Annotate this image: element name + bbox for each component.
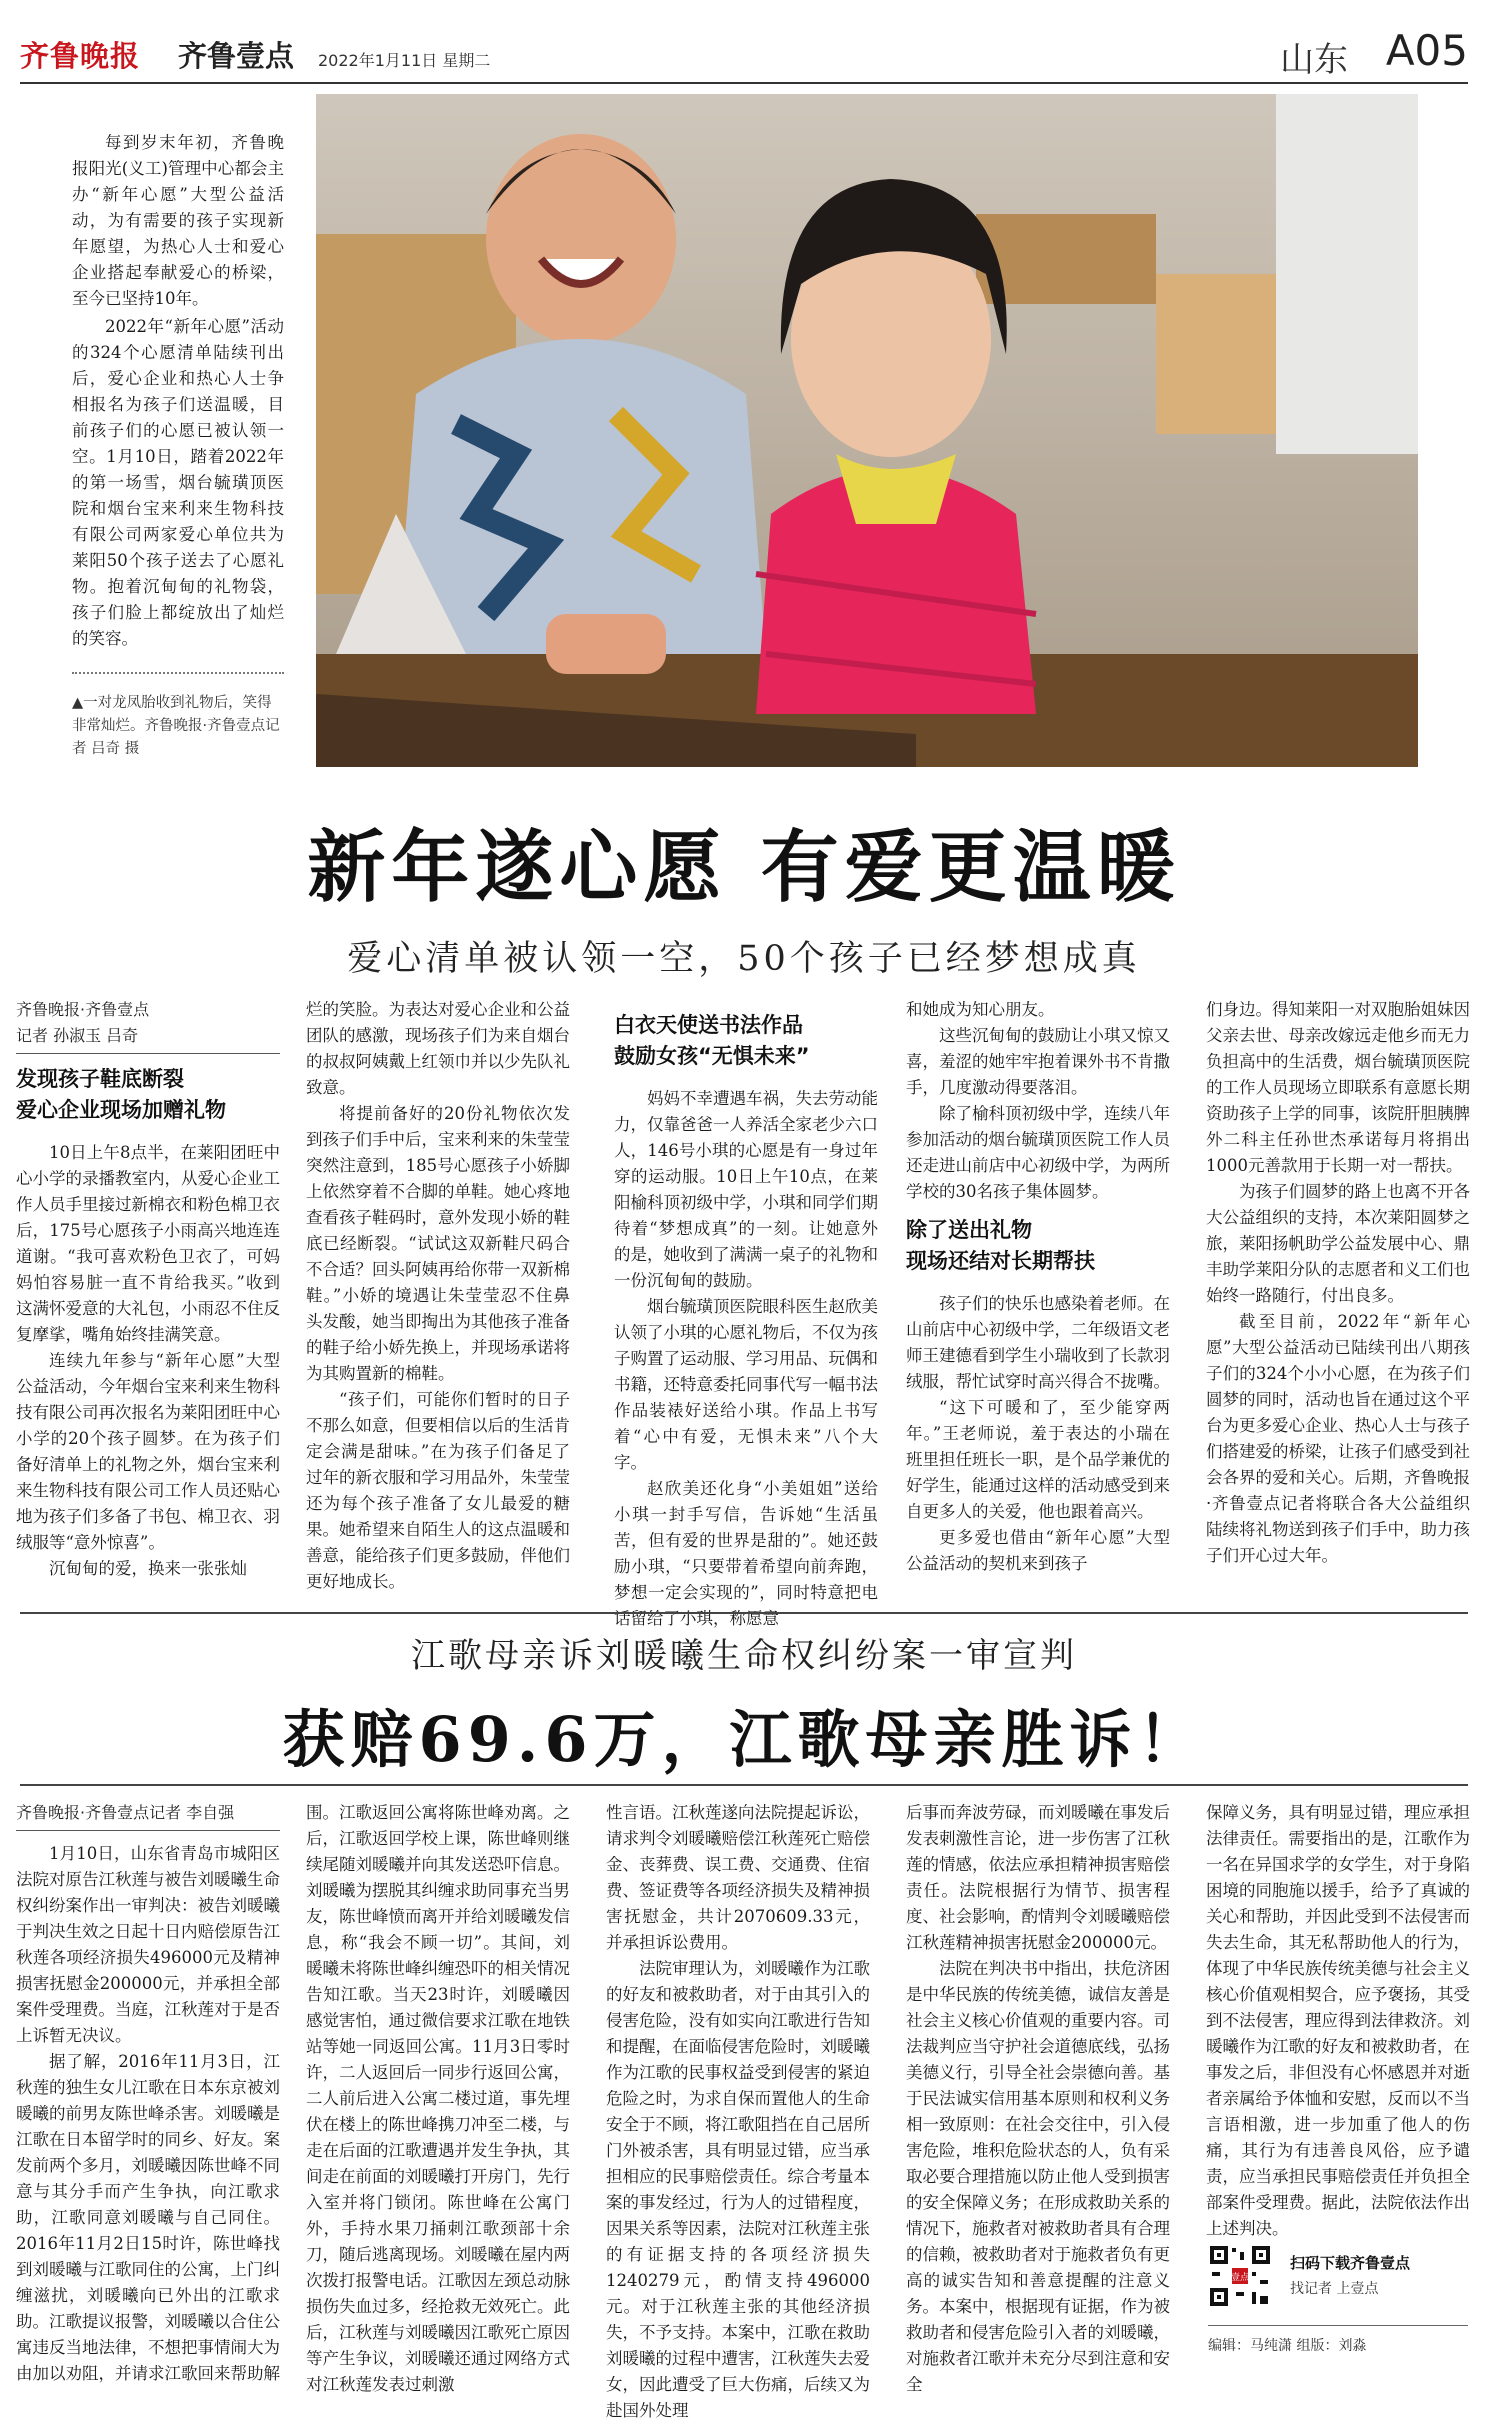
page-number: A05 [1385, 26, 1468, 75]
paragraph: 10日上午8点半，在莱阳团旺中心小学的录播教室内，从爱心企业工作人员手里接过新棉衣和粉色棉卫衣后，175号心愿孩子小雨高兴地连连道谢。“我可喜欢粉色卫衣了，可妈妈怕容易脏一直不肯给我买。”收到这满怀爱意的大礼包，小雨忍不住反复摩挲，嘴角始终挂满笑意。 [16, 1143, 280, 1344]
story2-headline: 获赔69.6万，江歌母亲胜诉！ [282, 1703, 1206, 1776]
paragraph: 据了解，2016年11月3日，江秋莲的独生女儿江歌在日本东京被刘暖曦的前男友陈世峰杀害。刘暖曦是江歌在日本留学时的同乡、好友。案发前两个多月，刘暖曦因陈世峰不同意与其分手而产生争执，向江歌求助，江歌同意刘暖曦与自己同住。2016年11月2日15时许，陈世峰找到刘暖曦与江歌同住的公寓，上门纠缠滋扰，刘暖曦向已外出的江歌求助。江歌提议报警，刘暖曦以合住公寓违反当地法律，不想把事情闹大为由加以劝阻，并请求江歌回来帮助解 [16, 2052, 280, 2383]
app-logo: 齐鲁壹点 [178, 39, 295, 73]
headline-block [0, 805, 1488, 981]
section-subheading: 除了送出礼物 现场还结对长期帮扶 [906, 1218, 1095, 1273]
section-subheading: 发现孩子鞋底断裂 爱心企业现场加赠礼物 [16, 1067, 226, 1122]
byline-outlet: 齐鲁晚报·齐鲁壹点 [16, 1000, 150, 1019]
paragraph: 沉甸甸的爱，换来一张张灿 [49, 1559, 247, 1578]
byline-rule [16, 1830, 280, 1831]
paragraph: “这下可暖和了，至少能穿两年。”王老师说，羞于表达的小瑞在班里担任班长一职，是个品学兼优的好学生，能通过这样的活动感受到来自更多人的关爱，他也跟着高兴。 [906, 1398, 1170, 1521]
story1-column-4 [906, 997, 1170, 1577]
paragraph: 1月10日，山东省青岛市城阳区法院对原告江秋莲与被告刘暖曦生命权纠纷案作出一审判决：被告刘暖曦于判决生效之日起十日内赔偿原告江秋莲各项经济损失496000元及精神损害抚慰金200000元，并承担全部案件受理费。当庭，江秋莲对于是否上诉暂无决议。 [16, 1844, 280, 2045]
lead-text [72, 130, 284, 654]
qr-center-label: 壹点 [1230, 2273, 1250, 2283]
paragraph: 保障义务，具有明显过错，理应承担法律责任。需要指出的是，江歌作为一名在异国求学的女学生，对于身陷困境的同胞施以援手，给予了真诚的关心和帮助，并因此受到不法侵害而失去生命，其无私帮助他人的行为，体现了中华民族传统美德与社会主义核心价值观相契合，应予褒扬，其受到不法侵害，理应得到法律救济。刘暖曦作为江歌的好友和被救助者，在事发之后，非但没有心怀感恩并对逝者亲属给予体恤和安慰，反而以不当言语相激，进一步加重了他人的伤痛，其行为有违善良风俗，应予谴责，应当承担民事赔偿责任并负担全部案件受理费。据此，法院依法作出上述判决。 [1206, 1803, 1470, 2238]
paragraph: 连续九年参与“新年心愿”大型公益活动，今年烟台宝来利来生物科技有限公司再次报名为莱阳团旺中心小学的20个孩子圆梦。在为孩子们备好清单上的礼物之外，烟台宝来利来生物科技有限公司工作人员还贴心地为孩子们多备了书包、棉卫衣、羽绒服等“意外惊喜”。 [16, 1351, 280, 1552]
paragraph: 除了榆科顶初级中学，连续八年参加活动的烟台毓璜顶医院工作人员还走进山前店中心初级中学，为两所学校的30名孩子集体圆梦。 [906, 1104, 1170, 1201]
qr-sublabel: 找记者 上壹点 [1290, 2281, 1379, 2297]
children-photo [316, 94, 1418, 767]
paragraph: 和她成为知心朋友。 [906, 1000, 1055, 1019]
masthead-rule [20, 82, 1468, 84]
paragraph: 法院审理认为，刘暖曦作为江歌的好友和被救助者，对于由其引入的侵害危险，没有如实向江歌进行告知和提醒，在面临侵害危险时，刘暖曦作为江歌的民事权益受到侵害的紧迫危险之时，为求自保而置他人的生命安全于不顾，将江歌阻挡在自己居所门外被杀害，具有明显过错，应当承担相应的民事赔偿责任。综合考量本案的事发经过，行为人的过错程度，因果关系等因素，法院对江秋莲主张的有证据支持的各项经济损失1240279元，酌情支持496000元。对于江秋莲主张的其他经济损失，不予支持。本案中，江歌在救助刘暖曦的过程中遭害，江秋莲失去爱女，因此遭受了巨大伤痛，后续又为赴国外处理 [606, 1959, 870, 2420]
paragraph: 截至目前，2022年“新年心愿”大型公益活动已陆续刊出八期孩子们的324个小小心愿，在为孩子们圆梦的同时，活动也旨在通过这个平台为更多爱心企业、热心人士与孩子们搭建爱的桥梁，让孩子们感受到社会各界的爱和关心。后期，齐鲁晚报·齐鲁壹点记者将联合各大公益组织陆续将礼物送到孩子们手中，助力孩子们开心过大年。 [1206, 1312, 1470, 1565]
paragraph: 围。江歌返回公寓将陈世峰劝离。之后，江歌返回学校上课，陈世峰则继续尾随刘暖曦并向其发送恐吓信息。刘暖曦为摆脱其纠缠求助同事充当男友，陈世峰愤而离开并给刘暖曦发信息，称“我会不顾一切”。其间，刘暖曦未将陈世峰纠缠恐吓的相关情况告知江歌。当天23时许，刘暖曦因感觉害怕，通过微信要求江歌在地铁站等她一同返回公寓。11月3日零时许，二人返回后一同步行返回公寓，二人前后进入公寓二楼过道，事先埋伏在楼上的陈世峰携刀冲至二楼，与走在后面的江歌遭遇并发生争执，其间走在前面的刘暖曦打开房门，先行入室并将门锁闭。陈世峰在公寓门外，手持水果刀捅刺江歌颈部十余刀，随后逃离现场。刘暖曦在屋内两次拨打报警电话。江歌因左颈总动脉损伤失血过多，经抢救无效死亡。此后，江秋莲与刘暖曦因江歌死亡原因等产生争议，刘暖曦还通过网络方式对江秋莲发表过刺激 [306, 1803, 570, 2394]
paragraph: 更多爱也借由“新年心愿”大型公益活动的契机来到孩子 [906, 1528, 1170, 1573]
main-subheadline: 爱心清单被认领一空，50个孩子已经梦想成真 [347, 939, 1141, 979]
byline-rule [16, 1053, 280, 1054]
story2-rule [20, 1784, 1468, 1786]
section-region: 山东 [1280, 40, 1348, 80]
paragraph: 后事而奔波劳碌，而刘暖曦在事发后发表刺激性言论，进一步伤害了江秋莲的情感，依法应承担精神损害赔偿责任。法院根据行为情节、损害程度、社会影响，酌情判令刘暖曦赔偿江秋莲精神损害抚慰金200000元。 [906, 1803, 1170, 1952]
paragraph: 烟台毓璜顶医院眼科医生赵欣美认领了小琪的心愿礼物后，不仅为孩子购置了运动服、学习用品、玩偶和书籍，还特意委托同事代写一幅书法作品装裱好送给小琪。作品上书写着“心中有爱，无惧未来”八个大字。 [614, 1297, 878, 1472]
story1-column-2 [306, 997, 570, 1595]
story2-column-4 [906, 1800, 1170, 2398]
paragraph: 孩子们的快乐也感染着老师。在山前店中心初级中学，二年级语文老师王建德看到学生小瑞收到了长款羽绒服，帮忙试穿时高兴得合不拢嘴。 [906, 1294, 1170, 1391]
paragraph: 这些沉甸甸的鼓励让小琪又惊又喜，羞涩的她牢牢抱着课外书不肯撒手，几度激动得要落泪。 [906, 1026, 1170, 1097]
section-subheading: 白衣天使送书法作品 鼓励女孩“无惧未来” [614, 1013, 810, 1068]
footer-rule [1208, 2325, 1468, 2326]
story2-column-3 [606, 1800, 870, 2424]
qr-code-icon [1208, 2244, 1272, 2308]
paragraph: 将提前备好的20份礼物依次发到孩子们手中后，宝来利来的朱莹莹突然注意到，185号心愿孩子小娇脚上依然穿着不合脚的单鞋。她心疼地查看孩子鞋码时，意外发现小娇的鞋底已经断裂。“试试这双新鞋尺码合不合适？回头阿姨再给你带一双新棉鞋。”小娇的境遇让朱莹莹忍不住鼻头发酸，她当即掏出为其他孩子准备的鞋子给小娇先换上，并现场承诺将为其购置新的棉鞋。 [306, 1104, 570, 1383]
lead-paragraph: 2022年“新年心愿”活动的324个心愿清单陆续刊出后，爱心企业和热心人士争相报名为孩子们送温暖，目前孩子们的心愿已被认领一空。1月10日，踏着2022年的第一场雪，烟台毓璜顶医院和烟台宝来利来生物科技有限公司两家爱心单位共为莱阳50个孩子送去了心愿礼物。抱着沉甸甸的礼物袋，孩子们脸上都绽放出了灿烂的笑容。 [72, 317, 284, 648]
qr-code[interactable] [1208, 2244, 1272, 2308]
paragraph: 为孩子们圆梦的路上也离不开各大公益组织的支持，本次莱阳圆梦之旅，莱阳扬帆助学公益发展中心、鼎丰助学莱阳分队的志愿者和义工们也始终一路随行，付出良多。 [1206, 1182, 1470, 1305]
paragraph: 性言语。江秋莲遂向法院提起诉讼，请求判令刘暖曦赔偿江秋莲死亡赔偿金、丧葬费、误工费、交通费、住宿费、签证费等各项经济损失及精神损害抚慰金，共计2070609.33元，并承担诉讼费用。 [606, 1803, 870, 1952]
main-headline: 新年遂心愿 有爱更温暖 [307, 822, 1181, 913]
newspaper-logo: 齐鲁晚报 [20, 39, 141, 73]
story2-column-1 [16, 1800, 280, 2387]
caption-divider [72, 672, 284, 674]
byline-reporter: 齐鲁晚报·齐鲁壹点记者 李自强 [16, 1803, 235, 1822]
qr-label: 扫码下载齐鲁壹点 [1290, 2254, 1411, 2272]
story1-column-3 [614, 1010, 878, 1632]
masthead [0, 0, 1488, 80]
photo-illustration [316, 94, 1418, 767]
paragraph: 法院在判决书中指出，扶危济困是中华民族的传统美德，诚信友善是社会主义核心价值观的重要内容。司法裁判应当守护社会道德底线，弘扬美德义行，引导全社会崇德向善。基于民法诚实信用基本原则和权利义务相一致原则：在社会交往中，引入侵害危险，堆积危险状态的人，负有采取必要合理措施以防止他人受到损害的安全保障义务；在形成救助关系的情况下，施救者对被救助者具有合理的信赖，被救助者对于施救者负有更高的诚实告知和善意提醒的注意义务。本案中，根据现有证据，作为被救助者和侵害危险引入者的刘暖曦，对施救者江歌并未充分尽到注意和安全 [906, 1959, 1170, 2394]
byline-reporters: 记者 孙淑玉 吕奇 [16, 1026, 139, 1045]
editor-credits: 编辑：马纯潇 组版：刘淼 [1208, 2338, 1367, 2354]
issue-date: 2022年1月11日 星期二 [318, 51, 491, 70]
paragraph: “孩子们，可能你们暂时的日子不那么如意，但要相信以后的生活肯定会满是甜味。”在为孩子们备足了过年的新衣服和学习用品外，朱莹莹还为每个孩子准备了女儿最爱的糖果。她希望来自陌生人的这点温暖和善意，能给孩子们更多鼓励，伴他们更好地成长。 [306, 1390, 570, 1591]
paragraph: 们身边。得知莱阳一对双胞胎姐妹因父亲去世、母亲改嫁远走他乡而无力负担高中的生活费，烟台毓璜顶医院的工作人员现场立即联系有意愿长期资助孩子上学的同事，该院肝胆胰脾外二科主任孙世杰承诺每月将捐出1000元善款用于长期一对一帮扶。 [1206, 1000, 1470, 1175]
paragraph: 赵欣美还化身“小美姐姐”送给小琪一封手写信，告诉她“生活虽苦，但有爱的世界是甜的”。她还鼓励小琪，“只要带着希望向前奔跑，梦想一定会实现的”，同时特意把电话留给了小琪，称愿意 [614, 1479, 878, 1628]
paragraph: 烂的笑脸。为表达对爱心企业和公益团队的感激，现场孩子们为来自烟台的叔叔阿姨戴上红领巾并以少先队礼致意。 [306, 1000, 570, 1097]
story2-column-5 [1206, 1800, 1470, 2242]
lead-paragraph: 每到岁末年初，齐鲁晚报阳光(义工)管理中心都会主办“新年心愿”大型公益活动，为有需要的孩子实现新年愿望，为热心人士和爱心企业搭起奉献爱心的桥梁，至今已坚持10年。 [72, 133, 284, 308]
story1-column-1 [16, 997, 280, 1582]
story1-column-5 [1206, 997, 1470, 1569]
story2-kicker: 江歌母亲诉刘暖曦生命权纠纷案一审宣判 [411, 1636, 1077, 1676]
paragraph: 妈妈不幸遭遇车祸，失去劳动能力，仅靠爸爸一人养活全家老少六口人，146号小琪的心愿是有一身过年穿的运动服。10日上午10点，在莱阳榆科顶初级中学，小琪和同学们期待着“梦想成真”的一刻。让她意外的是，她收到了满满一桌子的礼物和一份沉甸甸的鼓励。 [614, 1089, 878, 1290]
story-divider [20, 1612, 1468, 1614]
story2-column-2 [306, 1800, 570, 2398]
photo-caption: ▲一对龙凤胎收到礼物后，笑得非常灿烂。齐鲁晚报·齐鲁壹点记者 吕奇 摄 [72, 695, 280, 757]
